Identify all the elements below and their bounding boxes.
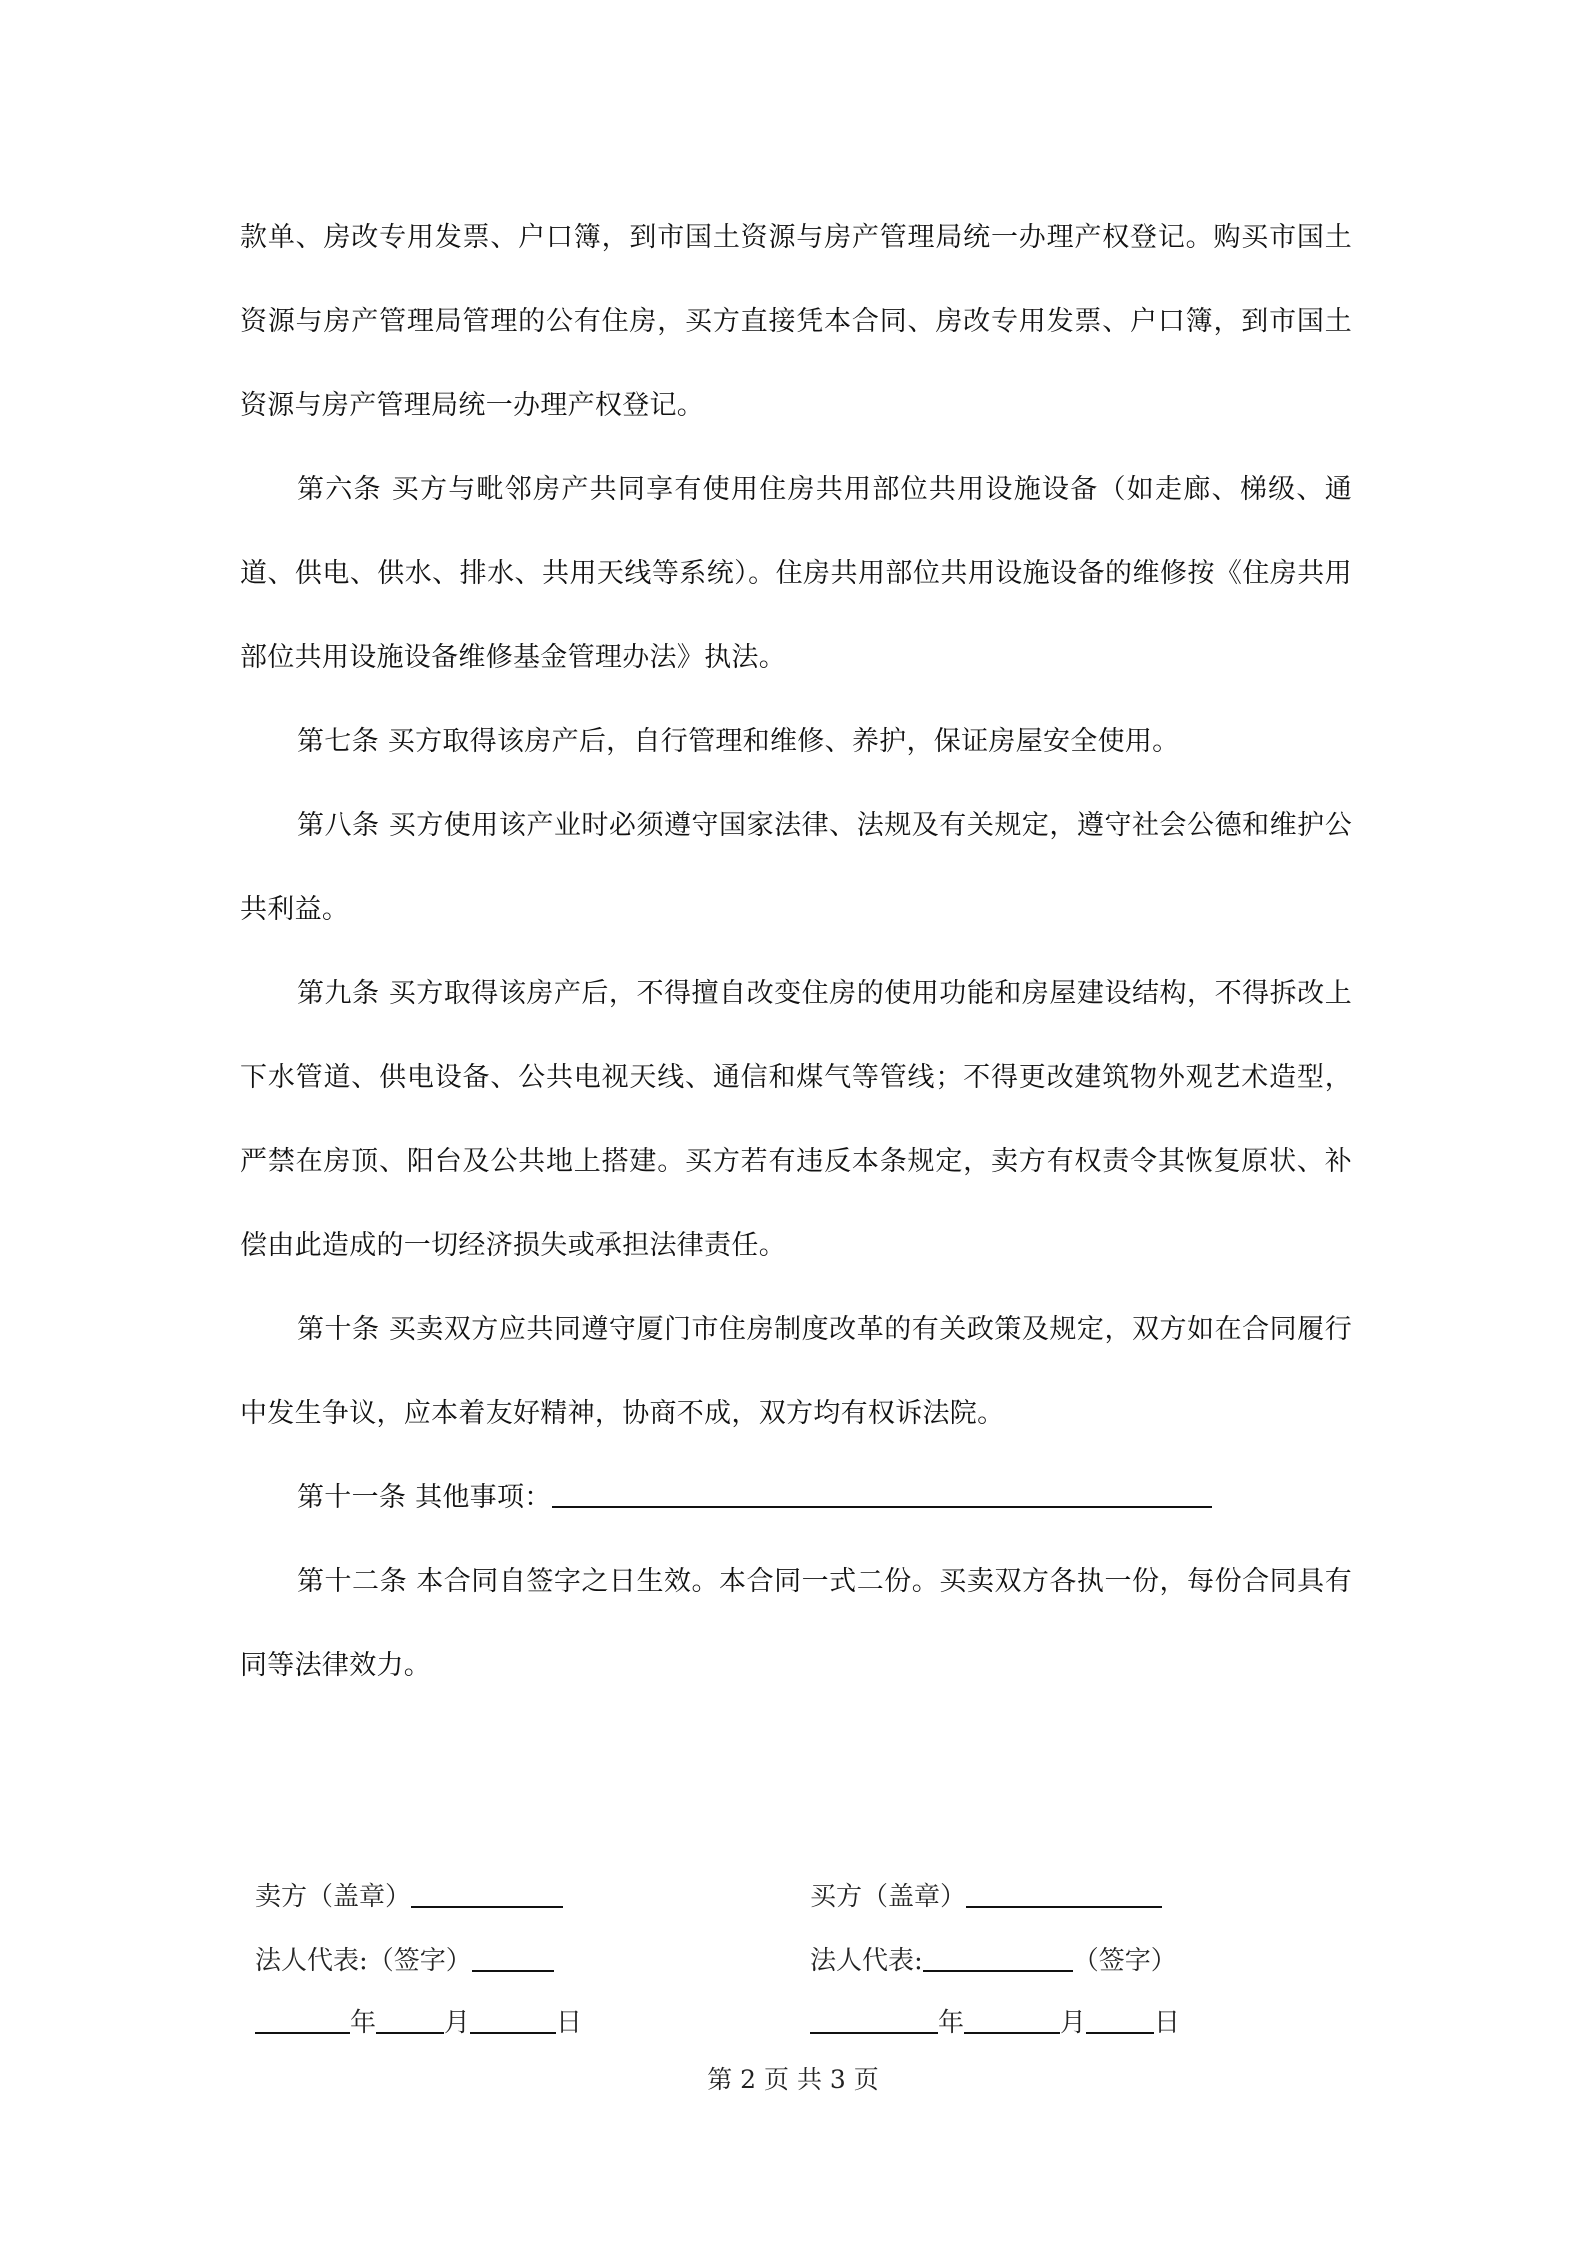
- seller-day-blank: [470, 2031, 556, 2034]
- other-matters-blank: [552, 1505, 1212, 1508]
- buyer-month-blank: [964, 2031, 1060, 2034]
- paragraph-continuation: 款单、房改专用发票、户口簿，到市国土资源与房产管理局统一办理产权登记。购买市国土资源与房产管理局管理的公有住房，买方直接凭本合同、房改专用发票、户口簿，到市国土资源与房产管理局统一办理产权登记。: [240, 222, 1352, 421]
- seller-day-label: 日: [556, 2008, 583, 2038]
- seller-rep-line: [255, 1944, 554, 1978]
- buyer-seal-line: [810, 1880, 1162, 1914]
- buyer-seal-label: 买方（盖章）: [810, 1882, 967, 1912]
- buyer-rep-label: 法人代表:: [810, 1946, 923, 1976]
- seller-seal-blank: [411, 1905, 563, 1908]
- seller-year-label: 年: [350, 2008, 377, 2038]
- seller-month-label: 月: [444, 2008, 471, 2038]
- buyer-month-label: 月: [1060, 2008, 1087, 2038]
- article-12: 第十二条 本合同自签字之日生效。本合同一式二份。买卖双方各执一份，每份合同具有同等法律效力。: [240, 1566, 1352, 1681]
- page-number: 第 2 页 共 3 页: [707, 2065, 879, 2094]
- article-6: 第六条 买方与毗邻房产共同享有使用住房共用部位共用设施设备（如走廊、梯级、通道、供电、供水、排水、共用天线等系统）。住房共用部位共用设施设备的维修按《住房共用部位共用设施设备维修基金管理办法》执法。: [240, 474, 1352, 673]
- buyer-rep-line: [810, 1944, 1177, 1978]
- contract-body: [240, 196, 1352, 1708]
- article-9: 第九条 买方取得该房产后，不得擅自改变住房的使用功能和房屋建设结构，不得拆改上下水管道、供电设备、公共电视天线、通信和煤气等管线；不得更改建筑物外观艺术造型，严禁在房顶、阳台及公共地上搭建。买方若有违反本条规定，卖方有权责令其恢复原状、补偿由此造成的一切经济损失或承担法律责任。: [240, 978, 1352, 1261]
- seller-date-line: [255, 2006, 582, 2040]
- buyer-day-label: 日: [1154, 2008, 1181, 2038]
- seller-year-blank: [255, 2031, 350, 2034]
- article-11-label: 第十一条 其他事项：: [297, 1482, 552, 1513]
- seller-month-blank: [376, 2031, 444, 2034]
- article-11: [240, 1456, 1352, 1540]
- buyer-sign-label: （签字）: [1072, 1946, 1177, 1976]
- article-10: 第十条 买卖双方应共同遵守厦门市住房制度改革的有关政策及规定，双方如在合同履行中发生争议，应本着友好精神，协商不成，双方均有权诉法院。: [240, 1314, 1352, 1429]
- buyer-day-blank: [1086, 2031, 1154, 2034]
- seller-seal-line: [255, 1880, 563, 1914]
- buyer-year-blank: [810, 2031, 938, 2034]
- seller-rep-label: 法人代表:（签字）: [255, 1946, 472, 1976]
- buyer-date-line: [810, 2006, 1180, 2040]
- article-7: 第七条 买方取得该房产后，自行管理和维修、养护，保证房屋安全使用。: [297, 726, 1180, 757]
- buyer-rep-blank: [923, 1969, 1073, 1972]
- article-8: 第八条 买方使用该产业时必须遵守国家法律、法规及有关规定，遵守社会公德和维护公共利益。: [240, 810, 1352, 925]
- seller-seal-label: 卖方（盖章）: [255, 1882, 412, 1912]
- buyer-year-label: 年: [938, 2008, 965, 2038]
- buyer-seal-blank: [966, 1905, 1162, 1908]
- seller-rep-blank: [472, 1969, 554, 1972]
